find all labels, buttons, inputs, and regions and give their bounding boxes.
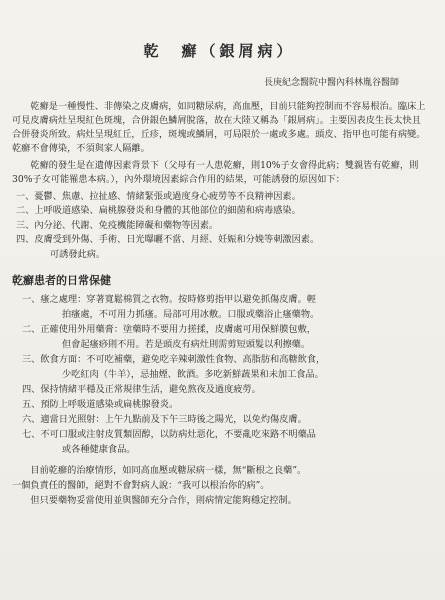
list-item: 六、適當日光照射：上午九點前及下午三時後之陽光，以免灼傷皮膚。 [22, 414, 307, 426]
author-line: 長庚紀念醫院中醫內科林胤谷醫師 [263, 78, 399, 88]
list-item: 二、上呼吸道感染、扁桃腺發炎和身體的其他部位的細菌和病毒感染。 [16, 205, 301, 217]
ending-line: 但只要藥物妥當使用並與醫師充分合作，則病情定能夠穩定控制。 [30, 495, 297, 507]
list-item: 一、憂鬱、焦慮、拉扯感、情緒緊張或過度身心疲勞等不良精神因素。 [16, 191, 301, 202]
list-item: 三、內分泌、代謝、免疫機能障礙和藥物等因素。 [16, 219, 219, 231]
list-item-continuation: 可誘發此病。 [50, 248, 106, 260]
section-heading: 乾癬患者的日常保健 [12, 274, 111, 288]
ending-line: 一個負責任的醫師，絕對不會對病人說：“我可以根治你的病”。 [12, 480, 270, 492]
list-item: 二、正確使用外用藥膏：塗藥時不要用力搓揉，皮膚處可用保鮮膜包敷， [22, 324, 316, 336]
causes-list [12, 190, 427, 262]
care-list [12, 292, 427, 457]
intro-paragraph: 乾癬的發生是在遺傳因素背景下（父母有一人患乾癬，則10%子女會得此病；雙親皆有乾癬，則30%子女可能罹患本病。），內外環境因素綜合作用的結果，可能誘發的原因如下： [12, 160, 419, 185]
list-item: 四、皮膚受到外傷、手術、日光曝曬不當、月經、妊娠和分娩等刺激因素。 [16, 234, 320, 246]
list-item: 四、保持情緒平穩及正常規律生活，避免熬夜及過度疲勞。 [22, 384, 261, 396]
intro-paragraph: 乾癬是一種慢性、非傳染之皮膚病，如同糖尿病，高血壓，目前只能夠控制而不容易根治。臨床上可見皮膚病灶呈現紅色斑塊，合併銀色鱗屑脫落，故在大陸又稱為「銀屑病」。主要因表皮生長太快且合併發炎所致。病灶呈現紅丘，丘疹，斑塊或鱗屑，可局限於一處或多處。頭皮、指甲也可能有病變。乾癬不會傳染，不須與家人隔離。 [12, 101, 426, 154]
list-item: 一、瘙之處理：穿著寬鬆棉質之衣物。按時修剪指甲以避免抓傷皮膚。輕 [22, 294, 316, 306]
list-item-continuation: 但會起瘙痧則不用。若是頭皮有病灶則需剪短頭髮以利擦藥。 [62, 339, 311, 351]
ending-section [12, 463, 427, 508]
intro-section [12, 100, 427, 187]
list-item: 三、飲食方面：不可吃補藥，避免吃辛辣刺激性食物、高脂肪和高糖飲食， [22, 354, 326, 366]
document-title: 乾 癬（銀屑病） [143, 42, 296, 60]
list-item-continuation: 或各種健康食品。 [62, 444, 136, 456]
ending-line: 目前乾癬的治療情形，如同高血壓或糖尿病一樣，無“斷根之良藥”。 [30, 465, 307, 477]
list-item: 五、預防上呼吸道感染或扁桃腺發炎。 [22, 399, 179, 411]
list-item-continuation: 少吃紅肉（牛羊），忌抽煙、飲酒。多吃新鮮蔬果和未加工食品。 [62, 369, 324, 381]
list-item-continuation: 拍瘙處，不可用力抓瘙。局部可用冰敷。口服或藥浴止瘙藥物。 [62, 309, 320, 321]
list-item: 七、不可口服或注射皮質類固醇，以防病灶惡化，不要亂吃來路不明藥品 [22, 429, 316, 441]
